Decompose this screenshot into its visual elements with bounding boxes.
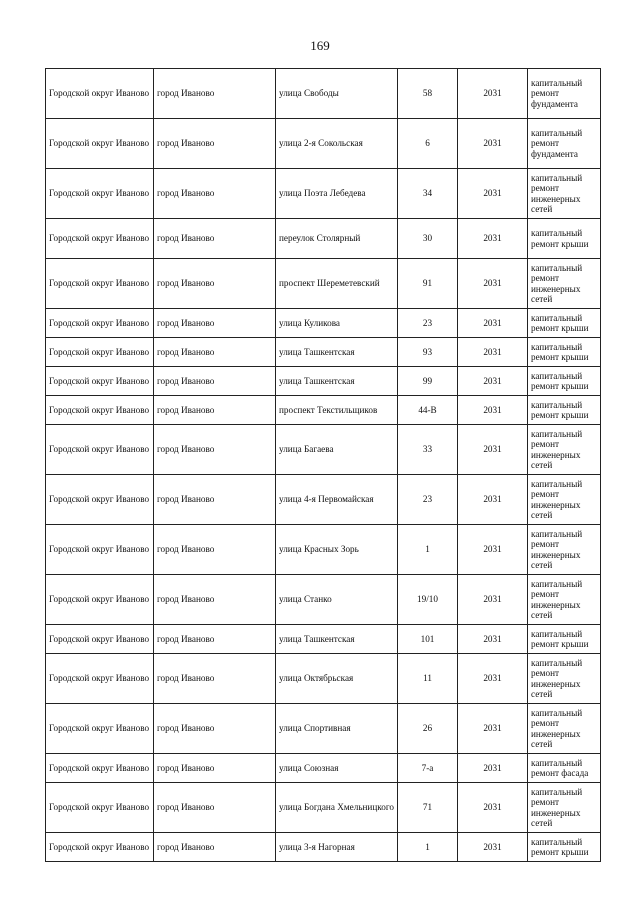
year-cell: 2031 <box>458 833 528 862</box>
work-type-cell: капитальный ремонт инженерных сетей <box>528 575 601 625</box>
settlement-cell: город Иваново <box>154 575 276 625</box>
house-number-cell: 26 <box>398 704 458 754</box>
house-number-cell: 91 <box>398 259 458 309</box>
year-cell: 2031 <box>458 69 528 119</box>
table-row <box>46 309 601 338</box>
table-row <box>46 475 601 525</box>
house-number-cell: 19/10 <box>398 575 458 625</box>
house-number-cell: 1 <box>398 833 458 862</box>
year-cell: 2031 <box>458 654 528 704</box>
table-row <box>46 396 601 425</box>
table-row <box>46 367 601 396</box>
street-cell: улица Свободы <box>276 69 398 119</box>
municipality-cell: Городской округ Иваново <box>46 575 154 625</box>
year-cell: 2031 <box>458 783 528 833</box>
house-number-cell: 23 <box>398 475 458 525</box>
work-type-cell: капитальный ремонт фундамента <box>528 69 601 119</box>
street-cell: улица Союзная <box>276 754 398 783</box>
municipality-cell: Городской округ Иваново <box>46 425 154 475</box>
table-row <box>46 704 601 754</box>
settlement-cell: город Иваново <box>154 259 276 309</box>
street-cell: улица Красных Зорь <box>276 525 398 575</box>
street-cell: улица Поэта Лебедева <box>276 169 398 219</box>
year-cell: 2031 <box>458 309 528 338</box>
table-row <box>46 575 601 625</box>
year-cell: 2031 <box>458 219 528 259</box>
street-cell: улица Спортивная <box>276 704 398 754</box>
house-number-cell: 1 <box>398 525 458 575</box>
settlement-cell: город Иваново <box>154 425 276 475</box>
settlement-cell: город Иваново <box>154 396 276 425</box>
street-cell: улица Станко <box>276 575 398 625</box>
settlement-cell: город Иваново <box>154 704 276 754</box>
street-cell: улица Ташкентская <box>276 338 398 367</box>
settlement-cell: город Иваново <box>154 475 276 525</box>
table-row <box>46 219 601 259</box>
work-type-cell: капитальный ремонт крыши <box>528 367 601 396</box>
year-cell: 2031 <box>458 338 528 367</box>
settlement-cell: город Иваново <box>154 309 276 338</box>
house-number-cell: 33 <box>398 425 458 475</box>
street-cell: улица Ташкентская <box>276 367 398 396</box>
table-row <box>46 654 601 704</box>
municipality-cell: Городской округ Иваново <box>46 396 154 425</box>
year-cell: 2031 <box>458 754 528 783</box>
municipality-cell: Городской округ Иваново <box>46 754 154 783</box>
year-cell: 2031 <box>458 575 528 625</box>
street-cell: улица 2-я Сокольская <box>276 119 398 169</box>
house-number-cell: 58 <box>398 69 458 119</box>
year-cell: 2031 <box>458 396 528 425</box>
street-cell: проспект Шереметевский <box>276 259 398 309</box>
street-cell: переулок Столярный <box>276 219 398 259</box>
work-type-cell: капитальный ремонт фасада <box>528 754 601 783</box>
table-body <box>46 69 601 862</box>
house-number-cell: 99 <box>398 367 458 396</box>
settlement-cell: город Иваново <box>154 367 276 396</box>
year-cell: 2031 <box>458 119 528 169</box>
work-type-cell: капитальный ремонт крыши <box>528 625 601 654</box>
work-type-cell: капитальный ремонт инженерных сетей <box>528 425 601 475</box>
year-cell: 2031 <box>458 367 528 396</box>
municipality-cell: Городской округ Иваново <box>46 704 154 754</box>
work-type-cell: капитальный ремонт крыши <box>528 338 601 367</box>
table-row <box>46 338 601 367</box>
municipality-cell: Городской округ Иваново <box>46 119 154 169</box>
house-number-cell: 7-а <box>398 754 458 783</box>
street-cell: улица Ташкентская <box>276 625 398 654</box>
year-cell: 2031 <box>458 625 528 654</box>
municipality-cell: Городской округ Иваново <box>46 783 154 833</box>
house-number-cell: 71 <box>398 783 458 833</box>
street-cell: улица Богдана Хмельницкого <box>276 783 398 833</box>
municipality-cell: Городской округ Иваново <box>46 654 154 704</box>
work-type-cell: капитальный ремонт крыши <box>528 833 601 862</box>
settlement-cell: город Иваново <box>154 754 276 783</box>
house-number-cell: 11 <box>398 654 458 704</box>
settlement-cell: город Иваново <box>154 338 276 367</box>
table-row <box>46 259 601 309</box>
municipality-cell: Городской округ Иваново <box>46 525 154 575</box>
year-cell: 2031 <box>458 425 528 475</box>
house-number-cell: 44-В <box>398 396 458 425</box>
municipality-cell: Городской округ Иваново <box>46 367 154 396</box>
municipality-cell: Городской округ Иваново <box>46 338 154 367</box>
municipality-cell: Городской округ Иваново <box>46 169 154 219</box>
street-cell: улица 4-я Первомайская <box>276 475 398 525</box>
work-type-cell: капитальный ремонт инженерных сетей <box>528 259 601 309</box>
settlement-cell: город Иваново <box>154 654 276 704</box>
table-row <box>46 783 601 833</box>
settlement-cell: город Иваново <box>154 525 276 575</box>
work-type-cell: капитальный ремонт инженерных сетей <box>528 654 601 704</box>
work-type-cell: капитальный ремонт инженерных сетей <box>528 783 601 833</box>
municipality-cell: Городской округ Иваново <box>46 625 154 654</box>
settlement-cell: город Иваново <box>154 219 276 259</box>
municipality-cell: Городской округ Иваново <box>46 309 154 338</box>
street-cell: проспект Текстильщиков <box>276 396 398 425</box>
house-number-cell: 30 <box>398 219 458 259</box>
table-row <box>46 833 601 862</box>
settlement-cell: город Иваново <box>154 69 276 119</box>
settlement-cell: город Иваново <box>154 833 276 862</box>
house-number-cell: 101 <box>398 625 458 654</box>
house-number-cell: 23 <box>398 309 458 338</box>
municipality-cell: Городской округ Иваново <box>46 69 154 119</box>
work-type-cell: капитальный ремонт инженерных сетей <box>528 525 601 575</box>
work-type-cell: капитальный ремонт крыши <box>528 219 601 259</box>
house-number-cell: 34 <box>398 169 458 219</box>
page-number: 169 <box>310 38 330 53</box>
year-cell: 2031 <box>458 475 528 525</box>
settlement-cell: город Иваново <box>154 119 276 169</box>
settlement-cell: город Иваново <box>154 783 276 833</box>
table-row <box>46 119 601 169</box>
work-type-cell: капитальный ремонт инженерных сетей <box>528 475 601 525</box>
work-type-cell: капитальный ремонт крыши <box>528 309 601 338</box>
table-row <box>46 625 601 654</box>
street-cell: улица 3-я Нагорная <box>276 833 398 862</box>
municipality-cell: Городской округ Иваново <box>46 475 154 525</box>
year-cell: 2031 <box>458 169 528 219</box>
work-type-cell: капитальный ремонт инженерных сетей <box>528 704 601 754</box>
year-cell: 2031 <box>458 259 528 309</box>
municipality-cell: Городской округ Иваново <box>46 259 154 309</box>
street-cell: улица Октябрьская <box>276 654 398 704</box>
street-cell: улица Куликова <box>276 309 398 338</box>
street-cell: улица Багаева <box>276 425 398 475</box>
settlement-cell: город Иваново <box>154 169 276 219</box>
repair-schedule-table <box>45 68 601 862</box>
year-cell: 2031 <box>458 525 528 575</box>
table-row <box>46 69 601 119</box>
municipality-cell: Городской округ Иваново <box>46 833 154 862</box>
house-number-cell: 93 <box>398 338 458 367</box>
table-row <box>46 425 601 475</box>
table-row <box>46 525 601 575</box>
work-type-cell: капитальный ремонт крыши <box>528 396 601 425</box>
municipality-cell: Городской округ Иваново <box>46 219 154 259</box>
house-number-cell: 6 <box>398 119 458 169</box>
settlement-cell: город Иваново <box>154 625 276 654</box>
work-type-cell: капитальный ремонт фундамента <box>528 119 601 169</box>
table-row <box>46 754 601 783</box>
work-type-cell: капитальный ремонт инженерных сетей <box>528 169 601 219</box>
year-cell: 2031 <box>458 704 528 754</box>
table-row <box>46 169 601 219</box>
